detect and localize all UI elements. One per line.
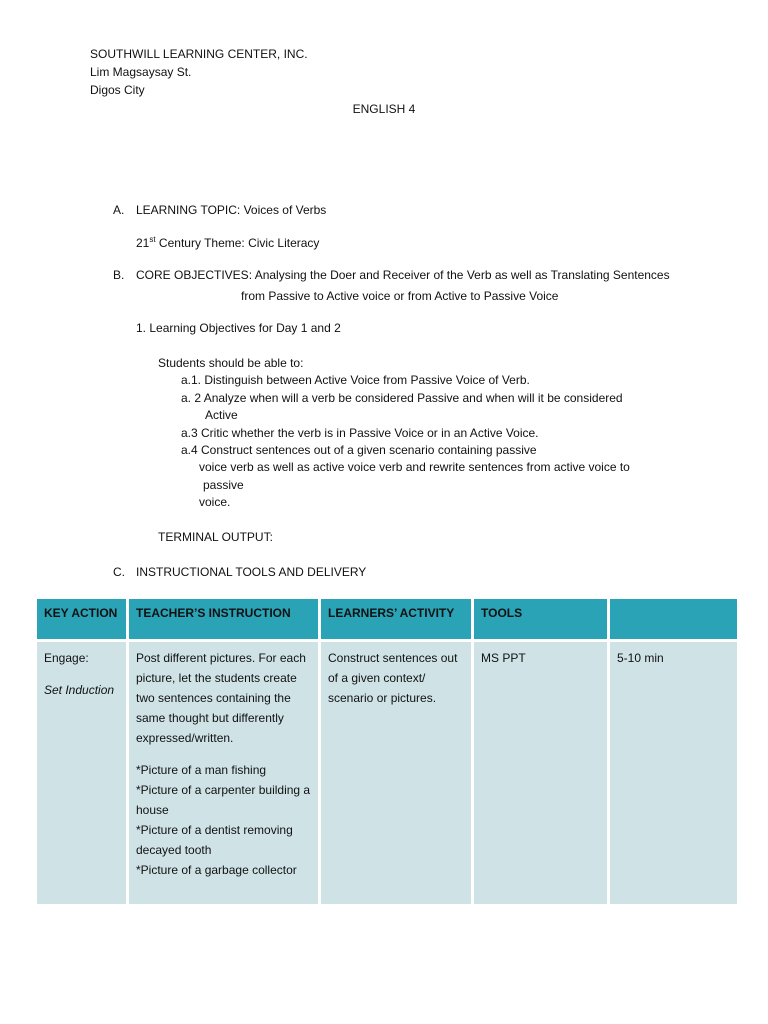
header-time [609, 598, 739, 641]
page-title: ENGLISH 4 [352, 102, 416, 116]
cell-time [609, 641, 739, 906]
header-teacher-instruction: TEACHER’S INSTRUCTION [128, 598, 320, 641]
school-city: Digos City [90, 83, 145, 97]
learning-topic [136, 202, 326, 219]
century-theme [136, 235, 319, 252]
theme-suffix: st [149, 235, 156, 244]
objective-a4-line1: a.4 Construct sentences out of a given scenario containing passive [181, 443, 537, 457]
objective-a3: a.3 Critic whether the verb is in Passive Voice or in an Active Voice. [181, 426, 539, 440]
instructional-tools-heading: INSTRUCTIONAL TOOLS AND DELIVERY [136, 565, 367, 579]
section-a-letter: A. [113, 203, 125, 217]
cell-learners-activity [320, 641, 473, 906]
picture-item: *Picture of a man fishing [136, 763, 267, 777]
objective-a4-line2: voice verb as well as active voice verb and rewrite sentences from active voice to [199, 460, 630, 474]
instruction-paragraph: Post different pictures. For each picture, let the students create two sentences containing the same thought but differently expressed/written. [136, 651, 306, 745]
learning-objectives-heading: 1. Learning Objectives for Day 1 and 2 [136, 321, 341, 335]
picture-item: *Picture of a garbage collector [136, 863, 297, 877]
objective-a4-line3: passive [203, 478, 244, 492]
objective-a2-line1: a. 2 Analyze when will a verb be considered Passive and when will it be considered [181, 391, 623, 405]
section-b-letter: B. [113, 268, 125, 282]
terminal-output: TERMINAL OUTPUT: [158, 530, 273, 544]
activity-text: Construct sentences out of a given context/ scenario or pictures. [328, 651, 458, 705]
school-street: Lim Magsaysay St. [90, 65, 192, 79]
header-key-action: KEY ACTION [36, 598, 128, 641]
core-objectives-line1: CORE OBJECTIVES: Analysing the Doer and Receiver of the Verb as well as Translating Sentences [136, 268, 670, 282]
picture-item: *Picture of a dentist removing decayed tooth [136, 823, 293, 857]
theme-text: Century Theme: Civic Literacy [155, 236, 320, 250]
time-text: 5-10 min [617, 651, 664, 665]
key-action-text: Engage: [44, 651, 89, 665]
objective-a1: a.1. Distinguish between Active Voice from Passive Voice of Verb. [181, 373, 530, 387]
section-c-letter: C. [113, 565, 125, 579]
core-objectives-line2: from Passive to Active voice or from Active to Passive Voice [241, 289, 559, 303]
cell-key-action [36, 641, 128, 906]
instruction-table [34, 596, 740, 907]
learning-topic-value: Voices of Verbs [243, 203, 327, 217]
objective-a2-line2: Active [205, 408, 238, 422]
school-name: SOUTHWILL LEARNING CENTER, INC. [90, 47, 308, 61]
picture-item: *Picture of a carpenter building a house [136, 783, 311, 817]
objective-a4-line4: voice. [199, 495, 231, 509]
table-row [36, 641, 739, 906]
students-intro: Students should be able to: [158, 356, 304, 370]
header-learners-activity: LEARNERS’ ACTIVITY [320, 598, 473, 641]
key-action-sub: Set Induction [44, 683, 115, 697]
tools-text: MS PPT [481, 651, 526, 665]
theme-number: 21 [136, 236, 150, 250]
table-header-row [36, 598, 739, 641]
header-tools: TOOLS [473, 598, 609, 641]
cell-teacher-instruction [128, 641, 320, 906]
cell-tools [473, 641, 609, 906]
learning-topic-label: LEARNING TOPIC: [136, 203, 244, 217]
